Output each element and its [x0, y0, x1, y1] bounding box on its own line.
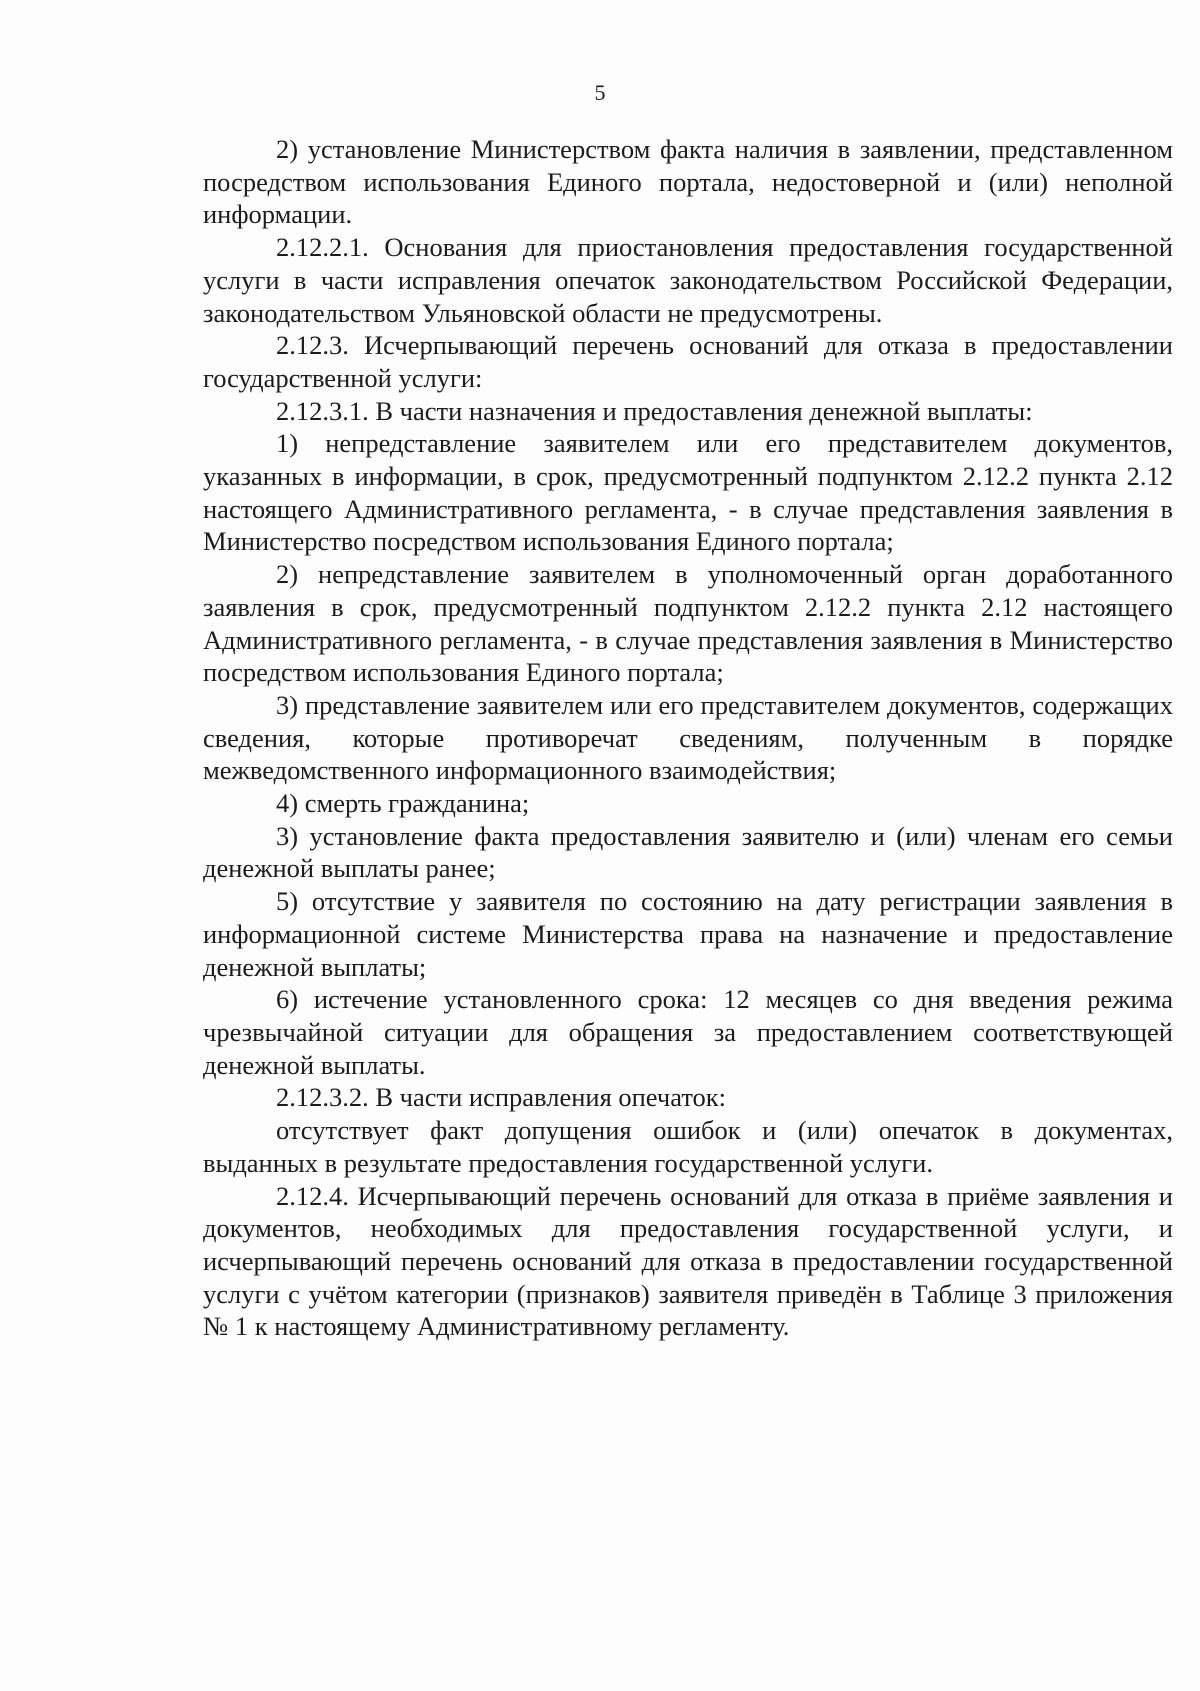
paragraph-2-12-3: 2.12.3. Исчерпывающий перечень оснований для отказа в предоставлении государственной услуги: [203, 330, 1173, 393]
paragraph-item-3-contradicting-info: 3) представление заявителем или его представителем документов, содержащих сведения, которые противоречат сведениям, полученным в порядке межведомственного информационного взаимодействия; [203, 689, 1173, 786]
page-number: 5 [594, 80, 606, 105]
document-body [203, 133, 1173, 1343]
paragraph-item-2-revised-application: 2) непредставление заявителем в уполномоченный орган доработанного заявления в срок, предусмотренный подпунктом 2.12.2 пункта 2.12 настоящего Административного регламента, - в случае представления заявления в Министерство посредством использования Единого портала; [203, 559, 1173, 688]
paragraph-item-3-previous-payment: 3) установление факта предоставления заявителю и (или) членам его семьи денежной выплаты ранее; [203, 820, 1173, 884]
paragraph-2-12-3-1: 2.12.3.1. В части назначения и предоставления денежной выплаты: [276, 395, 1033, 426]
paragraph-item-4-death: 4) смерть гражданина; [276, 788, 530, 819]
paragraph-2-12-2-1: 2.12.2.1. Основания для приостановления предоставления государственной услуги в части исправления опечаток законодательством Российской Федерации, законодательством Ульяновской области не предусмотрены. [203, 232, 1173, 328]
paragraph-2-12-3-2: 2.12.3.2. В части исправления опечаток: [276, 1082, 727, 1113]
paragraph-item-5-no-right: 5) отсутствие у заявителя по состоянию на дату регистрации заявления в информационной системе Министерства права на назначение и предоставление денежной выплаты; [203, 886, 1173, 982]
paragraph-no-typos: отсутствует факт допущения ошибок и (или) опечаток в документах, выданных в результате предоставления государственной услуги. [203, 1115, 1173, 1178]
paragraph-item-6-expiry: 6) истечение установленного срока: 12 месяцев со дня введения режима чрезвычайной ситуации для обращения за предоставлением соответствующей денежной выплаты. [203, 984, 1173, 1080]
paragraph-item-1-documents: 1) непредставление заявителем или его представителем документов, указанных в информации, в срок, предусмотренный подпунктом 2.12.2 пункта 2.12 настоящего Административного регламента, - в случае представления заявления в Министерство посредством использования Единого портала; [203, 428, 1173, 557]
paragraph-2-12-4: 2.12.4. Исчерпывающий перечень оснований для отказа в приёме заявления и документов, необходимых для предоставления государственной услуги, и исчерпывающий перечень оснований для отказа в предоставлении государственной услуги с учётом категории (признаков) заявителя приведён в Таблице 3 приложения № 1 к настоящему Административному регламенту. [203, 1180, 1173, 1342]
paragraph-item-2-misinformation: 2) установление Министерством факта наличия в заявлении, представленном посредством использования Единого портала, недостоверной и (или) неполной информации. [203, 134, 1173, 230]
